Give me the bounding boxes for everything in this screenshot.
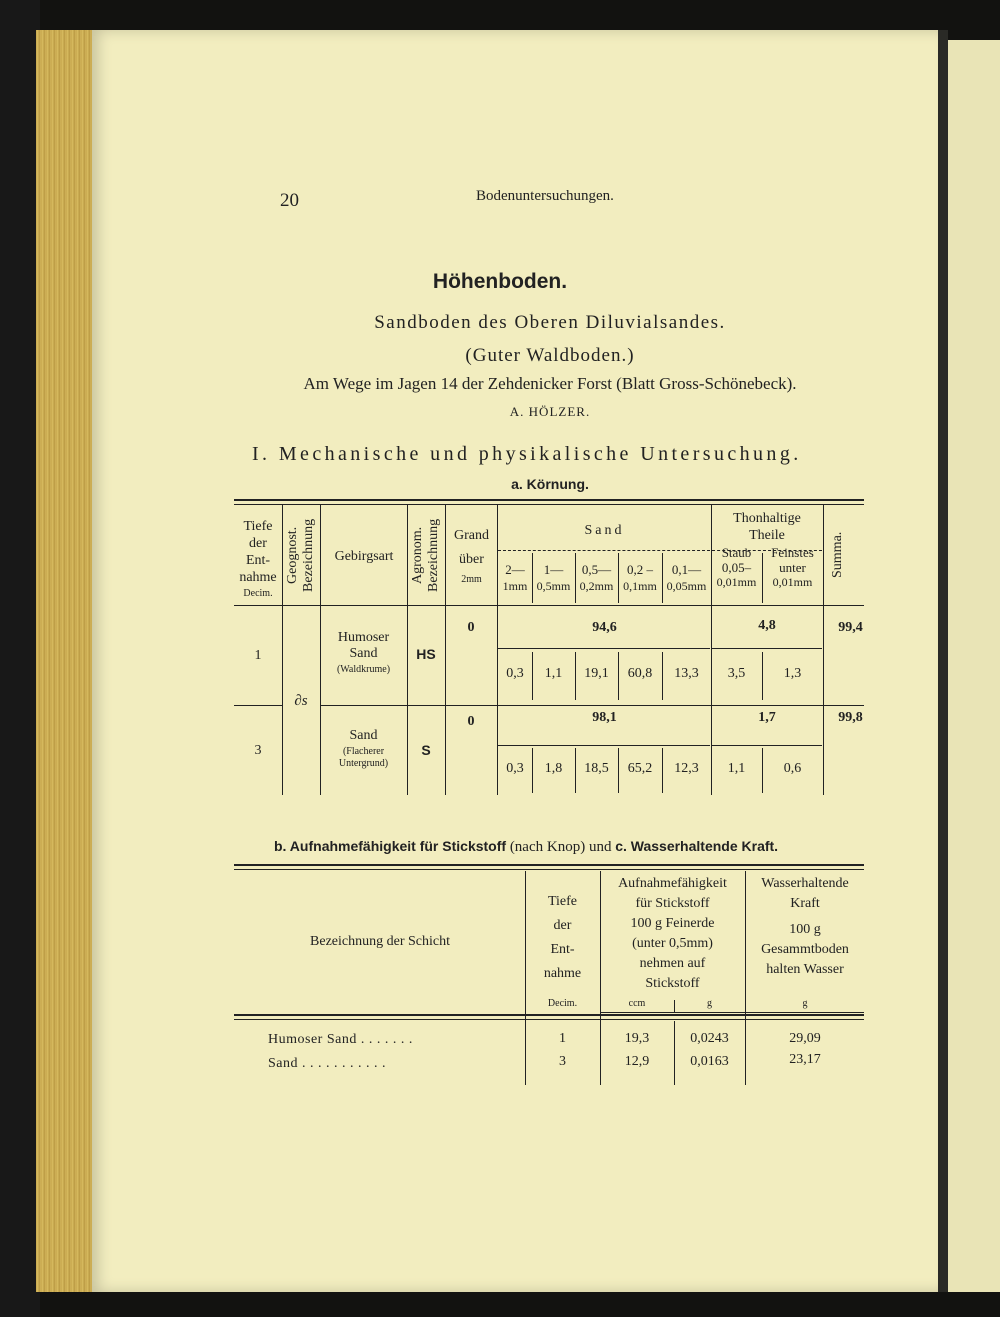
row2-agronom: S xyxy=(421,742,431,758)
row1-note: (Waldkrume) xyxy=(336,664,391,675)
col-tiefe2-line: Ent- xyxy=(550,942,575,957)
col-wasser-unit: g xyxy=(802,998,808,1009)
sand-fraction-top: 0,5— xyxy=(581,562,612,577)
subtitle-note: (Guter Waldboden.) xyxy=(465,345,635,366)
row2-summa: 99,8 xyxy=(838,710,863,725)
row1-ccm: 19,3 xyxy=(624,1031,650,1046)
col-thon-header xyxy=(711,510,823,544)
row2-sand-value: 65,2 xyxy=(627,761,653,776)
col-tiefe2-unit: Decim. xyxy=(547,998,578,1009)
col-g-unit: g xyxy=(707,998,712,1009)
row1-grand: 0 xyxy=(467,620,475,635)
row1-sand-value: 1,1 xyxy=(544,666,563,681)
sand-fraction-bottom: 0,05mm xyxy=(666,579,707,593)
row2-grand: 0 xyxy=(467,714,475,729)
row1-gebirgsart-line: Humoser xyxy=(337,630,390,645)
sand-fraction-bottom: 1mm xyxy=(502,579,528,593)
row2-sand-total: 98,1 xyxy=(592,710,617,725)
col-aufnahme-line: Aufnahmefähigkeit xyxy=(618,876,727,891)
row1-tiefe: 1 xyxy=(254,648,262,663)
page-number: 20 xyxy=(280,190,299,211)
sand-fraction-top: 0,1— xyxy=(671,562,702,577)
table-a-label: a. Körnung. xyxy=(511,476,589,492)
row2-sand-value: 12,3 xyxy=(674,761,699,776)
row2-tiefe: 3 xyxy=(254,743,262,758)
sand-fraction-top: 1— xyxy=(543,562,564,577)
row1-staub: 3,5 xyxy=(727,666,746,681)
label-c: c. Wasserhaltende Kraft. xyxy=(615,838,779,854)
col-tiefe-line: Tiefe xyxy=(243,519,273,534)
col-feinstes-header xyxy=(762,545,823,590)
table-bc-label xyxy=(274,838,778,856)
col-wasser-line: Wasserhaltende xyxy=(761,876,849,891)
row1-summa: 99,4 xyxy=(838,620,863,635)
table-row: Humoser Sand . . . . . . . xyxy=(268,1032,413,1047)
section-heading: I. Mechanische und physikalische Untersuchung. xyxy=(252,443,802,465)
row2-tiefe2: 3 xyxy=(559,1054,566,1069)
col-bezeichnung-header: Bezeichnung der Schicht xyxy=(310,934,450,949)
row2-wasser: 23,17 xyxy=(789,1052,821,1067)
col-wasser-line: 100 g xyxy=(789,922,821,937)
row1-sand-value: 0,3 xyxy=(506,666,524,681)
sand-fraction-header xyxy=(618,562,662,594)
row1-sand-total: 94,6 xyxy=(592,620,617,635)
subtitle: Sandboden des Oberen Diluvialsandes. xyxy=(374,312,726,333)
col-tiefe-unit: Decim. xyxy=(243,588,273,599)
page-title: Höhenboden. xyxy=(432,270,568,293)
row2-thon-total: 1,7 xyxy=(758,710,776,725)
col-grand-line: über xyxy=(459,552,484,567)
row1-wasser: 29,09 xyxy=(789,1031,821,1046)
row2-staub: 1,1 xyxy=(727,761,746,776)
col-thon-line: Thonhaltige xyxy=(733,511,801,526)
row2-note: (Flacherer xyxy=(342,746,385,757)
col-grand-unit: 2mm xyxy=(461,574,482,585)
col-aufnahme-line: Stickstoff xyxy=(645,976,700,991)
col-staub-line: 0,05– xyxy=(721,560,752,575)
label-mid: (nach Knop) und xyxy=(506,839,616,855)
row1-agronom: HS xyxy=(416,646,436,662)
sand-fraction-top: 2— xyxy=(505,562,525,577)
row2-gebirgsart xyxy=(320,728,407,770)
col-wasser-header xyxy=(745,874,865,980)
row2-sand-value: 1,8 xyxy=(544,761,563,776)
col-grand-line: Grand xyxy=(454,528,489,543)
label-b: b. Aufnahmefähigkeit für Stickstoff xyxy=(274,838,507,854)
background-left xyxy=(0,0,40,1317)
row2-feinstes: 0,6 xyxy=(783,761,802,776)
col-staub-header xyxy=(711,545,762,590)
col-tiefe-line: der xyxy=(249,536,267,551)
col-tiefe-line: Ent- xyxy=(245,553,271,568)
col-aufnahme-header xyxy=(600,874,745,994)
row2-sand-value: 18,5 xyxy=(584,761,609,776)
book-page-edges xyxy=(36,30,96,1292)
sand-fraction-bottom: 0,1mm xyxy=(623,579,657,593)
col-thon-line: Theile xyxy=(749,528,785,543)
col-aufnahme-line: nehmen auf xyxy=(639,956,706,971)
col-tiefe-line: nahme xyxy=(239,570,277,585)
row1-gebirgsart-line: Sand xyxy=(349,646,378,661)
col-tiefe2-line: Tiefe xyxy=(547,894,578,909)
row1-thon-total: 4,8 xyxy=(758,618,776,633)
col-aufnahme-line: (unter 0,5mm) xyxy=(632,936,713,951)
col-feinstes-line: Feinstes xyxy=(771,545,814,560)
col-tiefe2-header xyxy=(525,890,600,986)
col-wasser-line: halten Wasser xyxy=(766,962,844,977)
sand-fraction-header xyxy=(532,562,575,594)
col-grand-header xyxy=(445,524,498,572)
book-page xyxy=(92,30,942,1292)
row1-gebirgsart xyxy=(320,630,407,678)
col-staub-line: 0,01mm xyxy=(716,575,757,589)
row2-note: Untergrund) xyxy=(338,758,389,769)
col-aufnahme-line: 100 g Feinerde xyxy=(630,916,715,931)
col-geognost-header: Geognost. Bezeichnung xyxy=(285,518,316,592)
row1-sand-value: 60,8 xyxy=(627,666,653,681)
row1-sand-value: 19,1 xyxy=(584,666,609,681)
col-wasser-line: Kraft xyxy=(790,896,820,911)
row1-sand-value: 13,3 xyxy=(674,666,699,681)
col-tiefe2-line: nahme xyxy=(543,966,582,981)
col-agronom-header: Agronom. Bezeichnung xyxy=(410,518,441,592)
col-feinstes-line: unter xyxy=(779,560,806,575)
row2-g: 0,0163 xyxy=(690,1054,729,1069)
table-row: Sand . . . . . . . . . . . xyxy=(268,1056,386,1071)
row1-tiefe2: 1 xyxy=(559,1031,566,1046)
author: A. HÖLZER. xyxy=(509,404,591,419)
row1-g: 0,0243 xyxy=(690,1031,729,1046)
row2-ccm: 12,9 xyxy=(624,1054,650,1069)
col-aufnahme-line: für Stickstoff xyxy=(635,896,710,911)
col-gebirgsart-header: Gebirgsart xyxy=(334,549,394,564)
sand-fraction-header xyxy=(662,562,711,594)
row1-feinstes: 1,3 xyxy=(783,666,802,681)
sand-fraction-top: 0,2 – xyxy=(627,562,653,577)
sand-fraction-header xyxy=(498,562,532,594)
col-staub-line: Staub xyxy=(721,545,752,560)
col-tiefe2-line: der xyxy=(553,918,572,933)
col-tiefe-header xyxy=(232,518,284,586)
col-wasser-line: Gesammtboden xyxy=(761,942,849,957)
facing-page xyxy=(948,40,1000,1292)
col-feinstes-line: 0,01mm xyxy=(772,575,813,589)
col-sand-header: Sand xyxy=(584,523,625,538)
row2-gebirgsart-line: Sand xyxy=(349,728,378,743)
geognost-symbol: ∂s xyxy=(294,693,308,709)
row2-sand-value: 0,3 xyxy=(506,761,524,776)
sand-fraction-bottom: 0,2mm xyxy=(579,579,614,593)
location-line: Am Wege im Jagen 14 der Zehdenicker Forst (Blatt Gross-Schönebeck). xyxy=(303,374,797,393)
sand-fraction-header xyxy=(575,562,618,594)
book-gutter xyxy=(938,30,948,1292)
sand-fraction-bottom: 0,5mm xyxy=(536,579,571,593)
running-head: Bodenuntersuchungen. xyxy=(476,188,614,204)
col-ccm-unit: ccm xyxy=(628,998,646,1009)
col-summa-header: Summa. xyxy=(830,531,845,579)
